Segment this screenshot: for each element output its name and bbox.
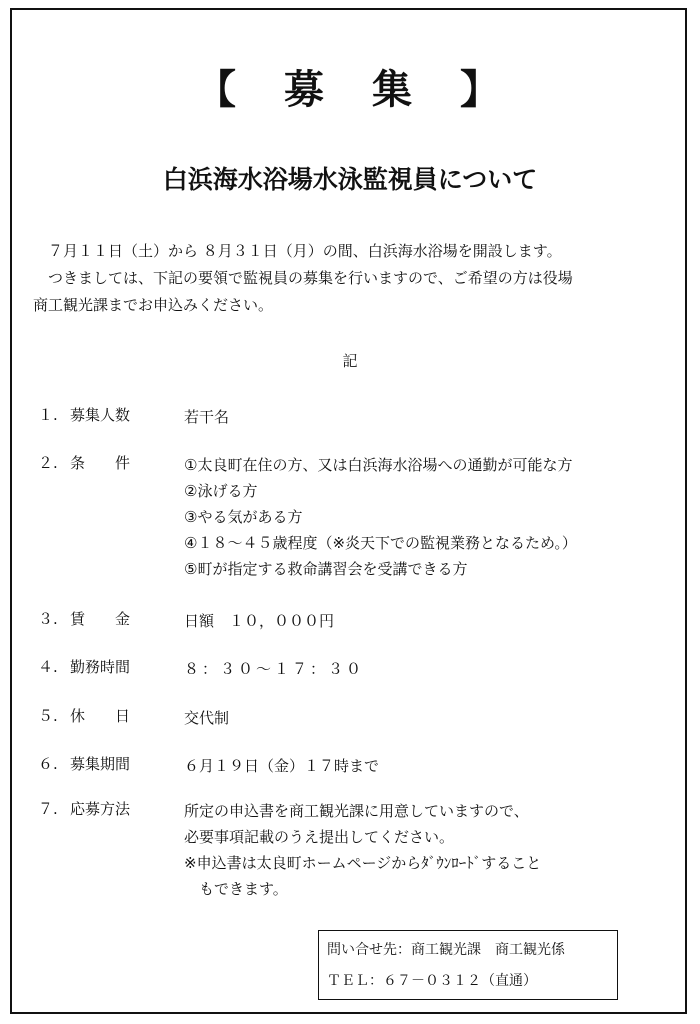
item-content-line: 若干名 [184,408,230,426]
intro-line: 商工観光課までお申込みください。 [33,296,274,314]
contact-box [318,930,618,1000]
item-content-line: ③やる気がある方 [184,508,303,526]
intro-line: つきましては、下記の要領で監視員の募集を行いますので、ご希望の方は役場 [33,269,573,287]
item-content-line: ６月１９日（金）１７時まで [184,757,380,775]
item-content [184,705,684,731]
item-content-line: 必要事項記載のうえ提出してください。 [184,828,455,846]
item-content [184,656,684,682]
ki-heading: 記 [342,352,358,370]
item-content [184,404,684,430]
item-content-line: ８：３０～１７：３０ [184,660,365,678]
item-label: 条 件 [70,454,131,472]
item-content-line: ①太良町在住の方、又は白浜海水浴場への通勤が可能な方 [184,456,573,474]
item-number: ６. [38,755,58,773]
item-content [184,753,684,779]
item-label: 賃 金 [70,610,131,628]
item-number: ３. [38,610,58,628]
item-content-line: ⑤町が指定する救命講習会を受講できる方 [184,560,468,578]
item-content-line: ④１８～４５歳程度（※炎天下での監視業務となるため。） [184,534,577,552]
item-label: 募集人数 [70,406,131,424]
item-content-line: 日額 １０，０００円 [184,612,335,630]
item-label: 勤務時間 [70,658,131,676]
item-number: ２. [38,454,58,472]
item-content-line: もできます。 [184,880,288,898]
item-label: 募集期間 [70,755,131,773]
contact-department: 問い合せ先：商工観光課 商工観光係 [327,942,565,958]
page-subtitle: 白浜海水浴場水泳監視員について [162,165,538,194]
item-content [184,452,684,582]
item-label: 休 日 [70,707,131,725]
item-number: ４. [38,658,58,676]
intro-paragraph [33,238,683,319]
item-number: １. [38,406,58,424]
item-content-line: ※申込書は太良町ホームページからﾀﾞｳﾝﾛｰﾄﾞすること [184,854,542,872]
item-number: ５. [38,707,58,725]
item-content-line: 交代制 [184,709,230,727]
contact-phone: ＴＥＬ：６７－０３１２（直通） [327,973,537,989]
item-content [184,798,684,902]
item-label: 応募方法 [70,800,131,818]
item-number: ７. [38,800,58,818]
page-title: 【 募 集 】 [196,67,504,113]
item-content-line: 所定の申込書を商工観光課に用意していますので、 [184,802,529,820]
intro-line: ７月１１日（土）から ８月３１日（月）の間、白浜海水浴場を開設します。 [33,242,562,260]
item-content [184,608,684,634]
item-content-line: ②泳げる方 [184,482,258,500]
